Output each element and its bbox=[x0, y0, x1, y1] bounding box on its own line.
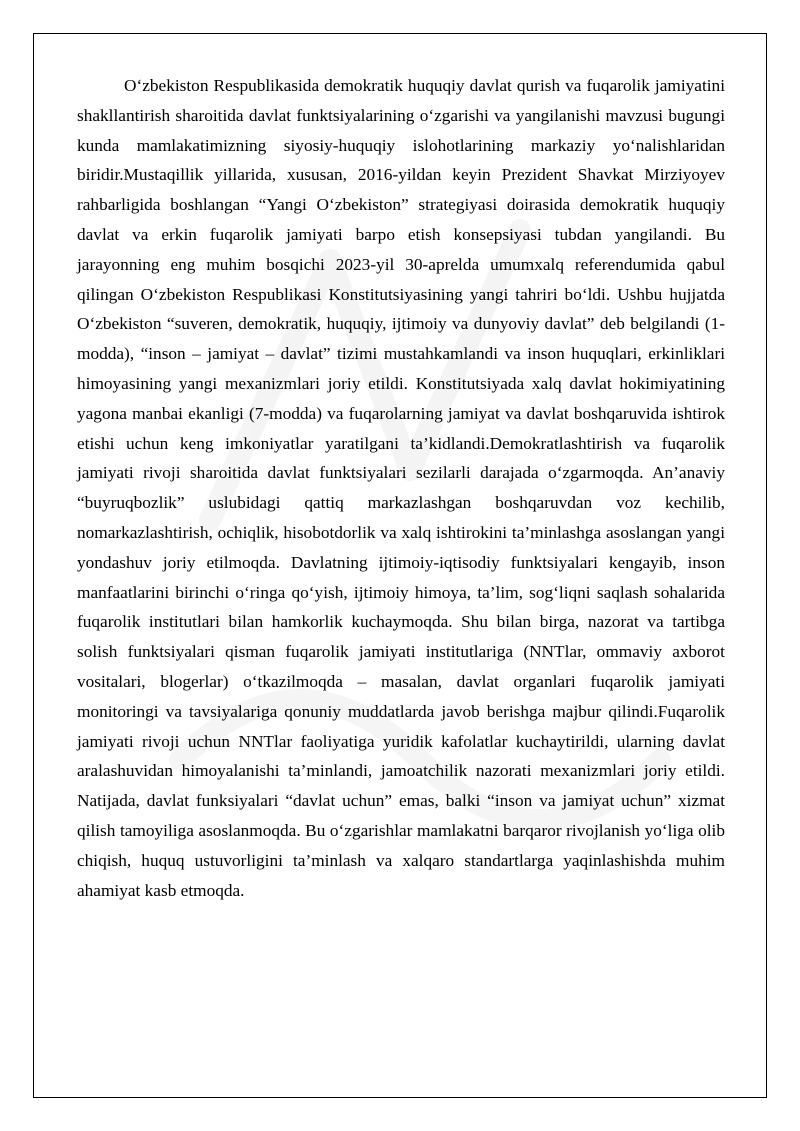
body-paragraph: O‘zbekiston Respublikasida demokratik huquqiy davlat qurish va fuqarolik jamiyatini shakllantirish sharoitida davlat funktsiyalarining o‘zgarishi va yangilanishi mavzusi bugungi kunda mamlakatimizning siyosiy-huquqiy islohotlarining markaziy yo‘nalishlaridan biridir.Mustaqillik yillarida, xususan, 2016-yildan keyin Prezident Shavkat Mirziyoyev rahbarligida boshlangan “Yangi O‘zbekiston” strategiyasi doirasida demokratik huquqiy davlat va erkin fuqarolik jamiyati barpo etish konsepsiyasi tubdan yangilandi. Bu jarayonning eng muhim bosqichi 2023-yil 30-aprelda umumxalq referendumida qabul qilingan O‘zbekiston Respublikasi Konstitutsiyasining yangi tahriri bo‘ldi. Ushbu hujjatda O‘zbekiston “suveren, demokratik, huquqiy, ijtimoiy va dunyoviy davlat” deb belgilandi (1-modda), “inson – jamiyat – davlat” tizimi mustahkamlandi va inson huquqlari, erkinliklari himoyasining yangi mexanizmlari joriy etildi. Konstitutsiyada xalq davlat hokimiyatining yagona manbai ekanligi (7-modda) va fuqarolarning jamiyat va davlat boshqaruvida ishtirok etishi uchun keng imkoniyatlar yaratilgani ta’kidlandi.Demokratlashtirish va fuqarolik jamiyati rivoji sharoitida davlat funktsiyalari sezilarli darajada o‘zgarmoqda. An’anaviy “buyruqbozlik” uslubidagi qattiq markazlashgan boshqaruvdan voz kechilib, nomarkazlashtirish, ochiqlik, hisobotdorlik va xalq ishtirokini ta’minlashga asoslangan yangi yondashuv joriy etilmoqda. Davlatning ijtimoiy-iqtisodiy funktsiyalari kengayib, inson manfaatlarini birinchi o‘ringa qo‘yish, ijtimoiy himoya, ta’lim, sog‘liqni saqlash sohalarida fuqarolik institutlari bilan hamkorlik kuchaymoqda. Shu bilan birga, nazorat va tartibga solish funktsiyalari qisman fuqarolik jamiyati institutlariga (NNTlar, ommaviy axborot vositalari, blogerlar) o‘tkazilmoqda – masalan, davlat organlari fuqarolik jamiyati monitoringi va tavsiyalariga qonuniy muddatlarda javob berishga majbur qilindi.Fuqarolik jamiyati rivoji uchun NNTlar faoliyatiga yuridik kafolatlar kuchaytirildi, ularning davlat aralashuvidan himoyalanishi ta’minlandi, jamoatchilik nazorati mexanizmlari joriy etildi. Natijada, davlat funksiyalari “davlat uchun” emas, balki “inson va jamiyat uchun” xizmat qilish tamoyiliga asoslanmoqda. Bu o‘zgarishlar mamlakatni barqaror rivojlanish yo‘liga olib chiqish, huquq ustuvorligini ta’minlash va xalqaro standartlarga yaqinlashishda muhim ahamiyat kasb etmoqda. bbox=[77, 76, 725, 900]
